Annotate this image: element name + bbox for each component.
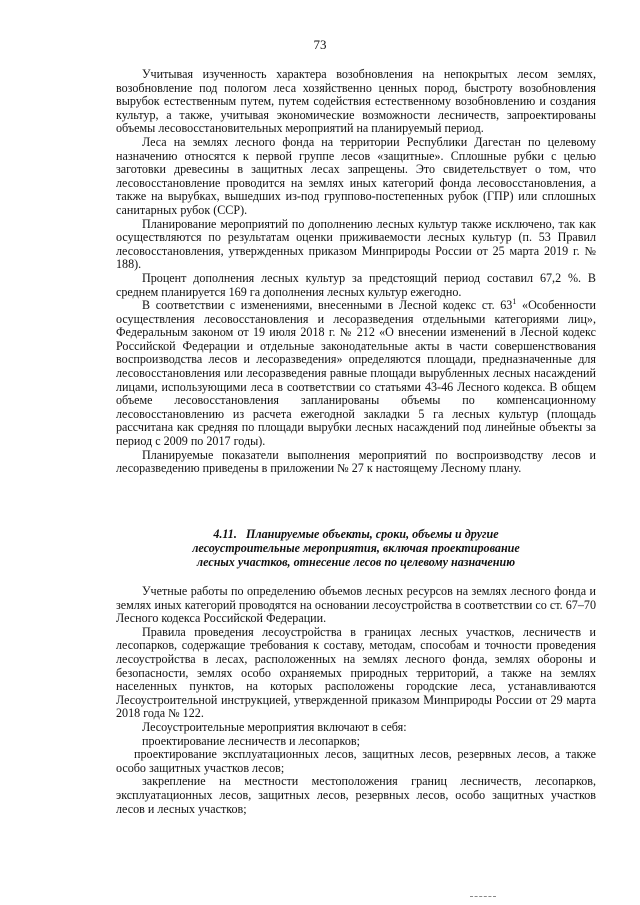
heading-line: лесоустроительные мероприятия, включая проектирование	[192, 541, 520, 556]
paragraph: Учитывая изученность характера возобновления на непокрытых лесом землях, возобновление под пологом леса хозяйственно ценных пород, быстроту возобновления вырубок естественным путем, путем содействия естественному возобновлению и создания культур, а также, учитывая экономические возможности лесничеств, запроектированы объемы лесовосстановительных мероприятий на планируемый период.	[116, 67, 596, 136]
heading-line: лесных участков, отнесение лесов по целевому назначению	[196, 555, 516, 570]
list-item: проектирование лесничеств и лесопарков;	[142, 733, 360, 748]
paragraph: Правила проведения лесоустройства в границах лесных участков, лесничеств и лесопарков, содержащие требования к составу, методам, способам и точности проведения лесоустройства в лесах, расположенных на землях лесного фонда, землях обороны и безопасности, землях особо охраняемых природных территорий, а также на землях населенных пунктов, на которых расположены городские леса, устанавливаются Лесоустроительной инструкцией, утвержденной приказом Минприроды России от 29 марта 2018 года № 122.	[116, 624, 596, 721]
page-edge-mark	[470, 896, 496, 900]
amendment-text-end: «Особенности осуществления лесовосстановления и лесоразведения отдельными категориями лиц», Федеральным законом от 19 июля 2018 г. № 212 «О внесении изменений в Лесной кодекс Российской Федерации и отдельные законодательные акты в части совершенствования воспроизводства лесов и лесоразведения» определяются площади, предназначенные для лесовосстановления или лесоразведения равные площади вырубленных лесных насаждений лицами, использующими леса в соответствии со статьями 43-46 Лесного кодекса. В общем объеме лесовосстановления запланированы объемы по компенсационному лесовосстановлению из расчета ежегодной закладки 5 га лесных культур (площадь рассчитана как средняя по площади вырубки лесных насаждений под линейные объекты за период с 2009 по 2017 годы).	[116, 298, 596, 449]
paragraph: Лесоустроительные мероприятия включают в себя:	[142, 719, 407, 734]
list-item: закрепление на местности местоположения границ лесничеств, лесопарков, эксплуатационных лесов, защитных лесов, резервных лесов, особо защитных участков лесов и лесных участков;	[116, 774, 596, 816]
paragraph: Учетные работы по определению объемов лесных ресурсов на землях лесного фонда и землях иных категорий проводятся на основании лесоустройства в соответствии со ст. 67–70 Лесного кодекса Российской Федерации.	[116, 584, 596, 626]
article-superscript: 1	[512, 297, 517, 307]
paragraph: Планирование мероприятий по дополнению лесных культур также исключено, так как осуществляются по результатам оценки приживаемости лесных культур (п. 53 Правил лесовосстановления, утвержденных приказом Минприроды России от 25 марта 2019 г. № 188).	[116, 216, 596, 272]
section-text-upper	[116, 68, 596, 476]
section-text-lower	[116, 585, 596, 816]
paragraph: Процент дополнения лесных культур за предстоящий период составил 67,2 %. В среднем планируется 169 га дополнения лесных культур ежегодно.	[116, 270, 596, 299]
section-heading	[150, 527, 562, 570]
paragraph-amendment	[116, 299, 596, 449]
list-item: проектирование эксплуатационных лесов, защитных лесов, резервных лесов, а также особо защитных участков лесов;	[116, 747, 596, 775]
page-number: 73	[313, 37, 327, 52]
paragraph: Планируемые показатели выполнения мероприятий по воспроизводству лесов и лесоразведению приведены в приложении № 27 к настоящему Лесному плану.	[116, 447, 596, 476]
paragraph: Леса на землях лесного фонда на территории Республики Дагестан по целевому назначению относятся к первой группе лесов «защитные». Сплошные рубки с целью заготовки древесины в защитных лесах запрещены. Это свидетельствует о том, что лесовосстановление проводится на землях иных категорий фонда лесовосстановления, а также на вырубках, вышедших из-под группово-постепенных рубок (ГПР) или сплошных санитарных рубок (ССР).	[116, 134, 596, 217]
amendment-text-start: В соответствии с изменениями, внесенными в Лесной кодекс ст. 63	[142, 298, 513, 313]
heading-line: 4.11. Планируемые объекты, сроки, объемы и другие	[213, 527, 499, 541]
